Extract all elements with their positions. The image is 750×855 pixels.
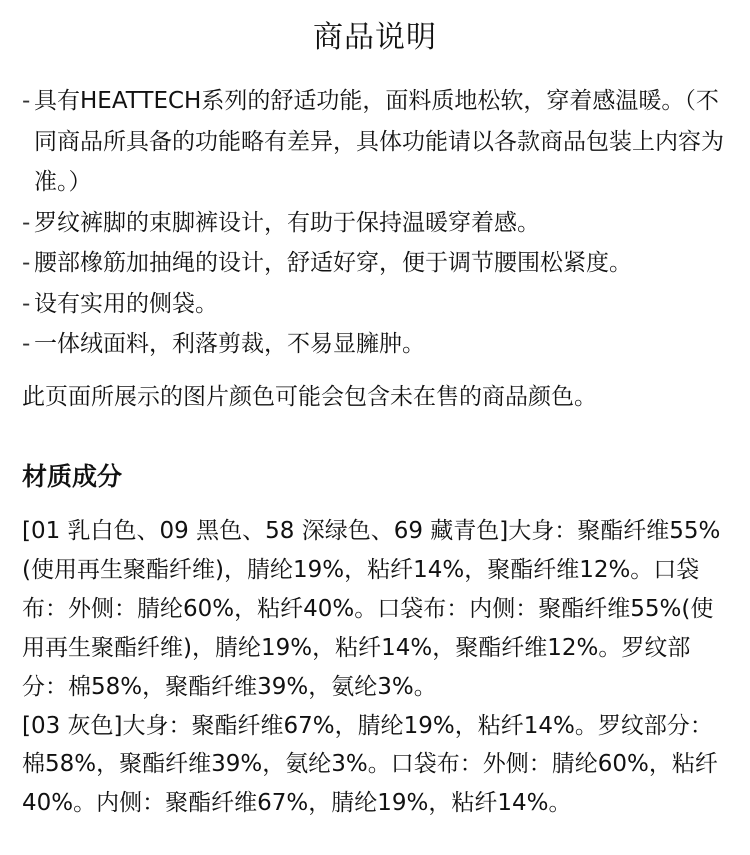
feature-bullet: - <box>22 331 31 357</box>
feature-item <box>22 203 728 244</box>
feature-text: 设有实用的侧袋。 <box>34 290 218 317</box>
page-title: 商品说明 <box>313 20 437 55</box>
feature-item <box>22 243 728 284</box>
material-paragraph: [03 灰色]大身：聚酯纤维67%，腈纶19%，粘纤14%。罗纹部分：棉58%，聚酯纤维39%，氨纶3%。口袋布：外侧：腈纶60%，粘纤40%。内侧：聚酯纤维67%，腈纶19%，粘纤14%。 <box>22 712 718 817</box>
material-paragraph: [01 乳白色、09 黑色、58 深绿色、69 藏青色]大身：聚酯纤维55%(使用再生聚酯纤维)，腈纶19%，粘纤14%，聚酯纤维12%。口袋布：外侧：腈纶60%，粘纤40%。口袋布：内侧：聚酯纤维55%(使用再生聚酯纤维)，腈纶19%，粘纤14%，聚酯纤维12%。罗纹部分：棉58%，聚酯纤维39%，氨纶3%。 <box>22 518 721 700</box>
feature-bullet: - <box>22 88 31 114</box>
feature-text: 腰部橡筋加抽绳的设计，舒适好穿，便于调节腰围松紧度。 <box>34 250 632 276</box>
feature-item <box>22 324 728 365</box>
feature-bullet: - <box>22 209 31 236</box>
material-heading: 材质成分 <box>22 462 123 491</box>
feature-text: 一体绒面料，利落剪裁，不易显臃肿。 <box>34 331 425 357</box>
feature-list <box>22 81 728 365</box>
feature-text: 罗纹裤脚的束脚裤设计，有助于保持温暖穿着感。 <box>34 209 540 236</box>
color-note: 此页面所展示的图片颜色可能会包含未在售的商品颜色。 <box>22 384 597 410</box>
material-composition <box>22 512 730 823</box>
feature-item <box>22 284 728 325</box>
feature-bullet: - <box>22 250 31 276</box>
feature-bullet: - <box>22 290 31 317</box>
feature-item <box>22 81 728 203</box>
feature-text: 具有HEATTECH系列的舒适功能，面料质地松软，穿着感温暖。（不同商品所具备的功能略有差异，具体功能请以各款商品包装上内容为准。） <box>34 88 724 195</box>
